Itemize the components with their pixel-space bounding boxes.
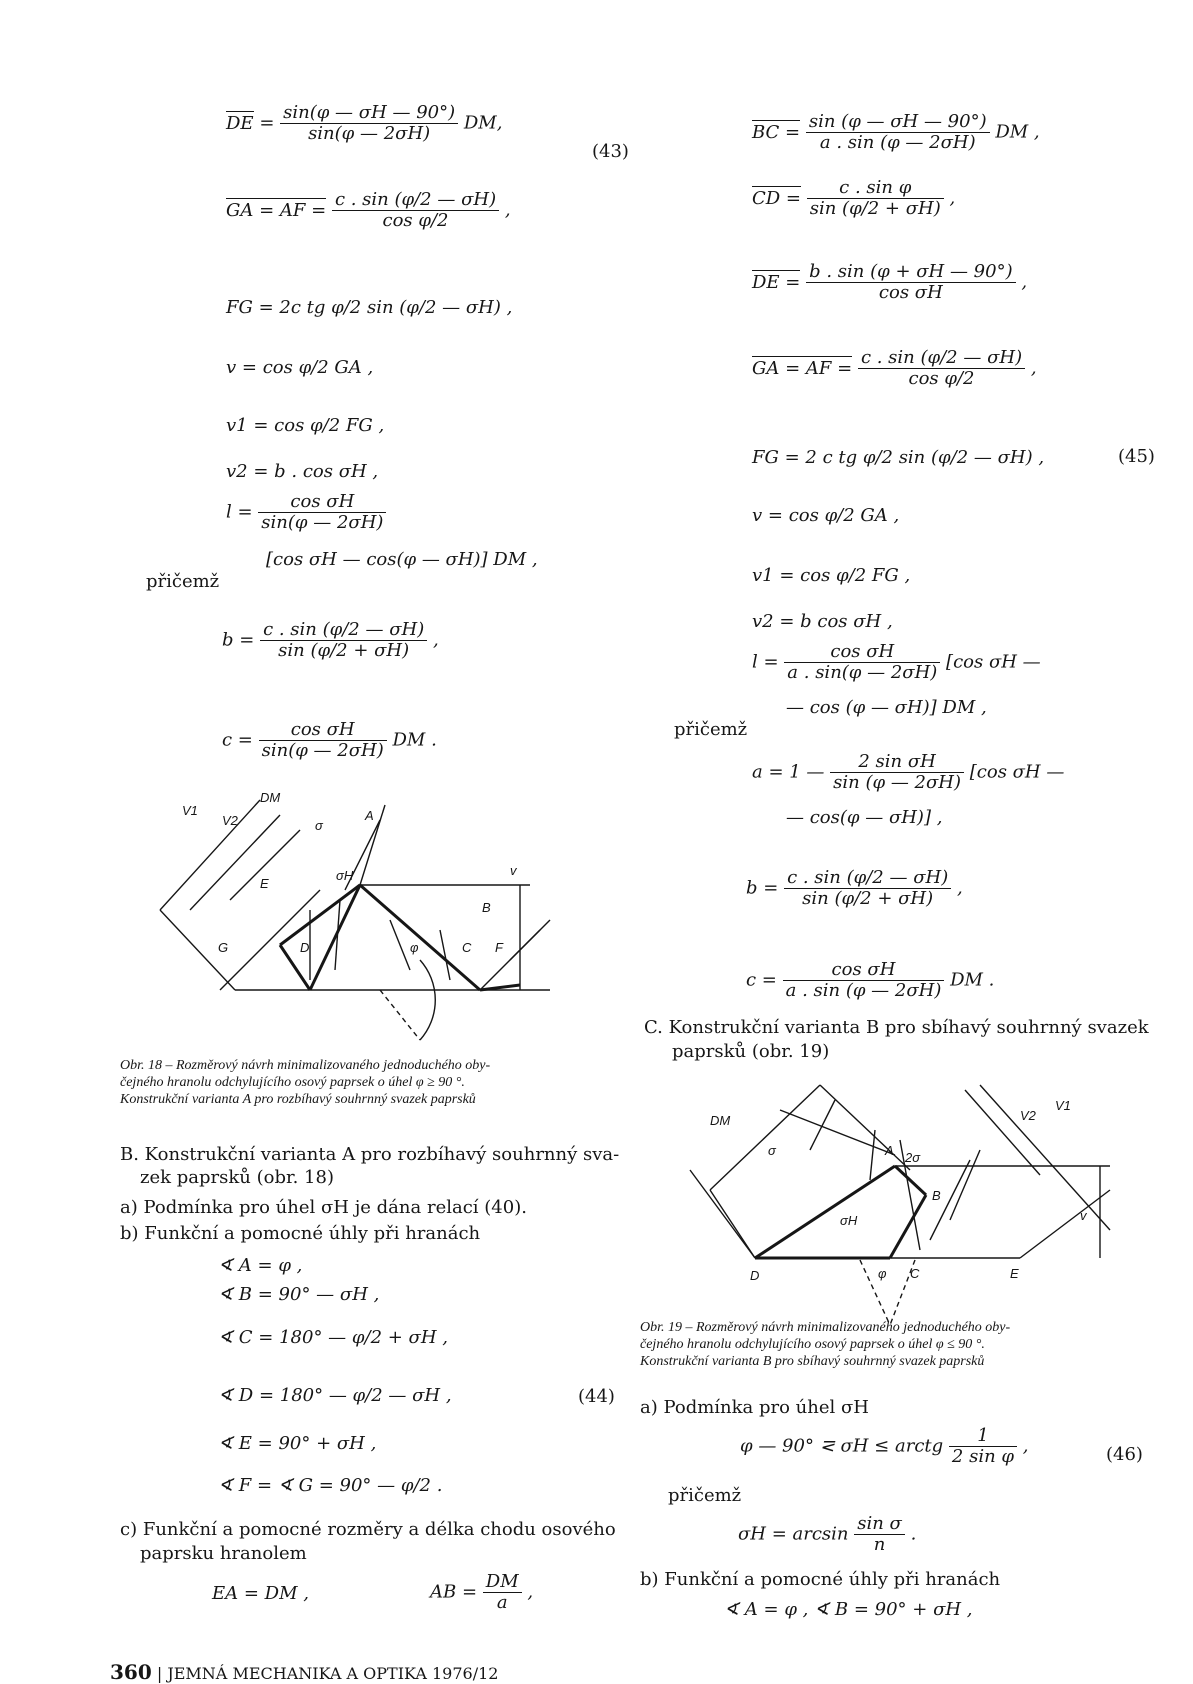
eq-v: v = cos φ/2 GA , <box>226 357 374 378</box>
eq-GA-lhs: GA = AF = <box>226 199 327 221</box>
eq-c-right-tail: DM . <box>950 969 995 991</box>
sectionC-b: b) Funkční a pomocné úhly při hranách <box>640 1569 1001 1590</box>
eq-l-right <box>752 642 1041 683</box>
eq-b-left-den: sin (φ/2 + σH) <box>278 640 410 661</box>
eq-b-right-den: sin (φ/2 + σH) <box>802 888 934 909</box>
eq-c-left-tail: DM . <box>392 729 437 751</box>
pricemz-left: přičemž <box>146 571 220 592</box>
eq-l-right-tail: [cos σH — <box>946 651 1041 673</box>
eq44-number: (44) <box>578 1386 615 1407</box>
eq-l-right-den: a . sin(φ — 2σH) <box>787 662 938 683</box>
eq-AB-lhs: AB = <box>430 1581 478 1603</box>
fig18-label-e: E <box>260 876 269 891</box>
eq-sigmaH <box>738 1514 916 1555</box>
fig19-label-c: C <box>910 1266 920 1281</box>
eq-GA-right-den: cos φ/2 <box>908 368 975 389</box>
eq-DE-right <box>752 262 1027 303</box>
angle-B: ∢ B = 90° — σH , <box>218 1284 380 1305</box>
eq-b-right-num: c . sin (φ/2 — σH) <box>784 868 951 889</box>
eq-DE-right-lhs: DE = <box>752 271 801 293</box>
eq-DE-num: sin(φ — σH — 90°) <box>280 103 458 124</box>
sectionB-c-2: paprsku hranolem <box>140 1543 307 1564</box>
eq-l-num: cos σH <box>258 492 386 513</box>
eq-CD-num: c . sin φ <box>807 178 944 199</box>
eq-a-right-lhs: a = 1 — <box>752 761 825 783</box>
fig18-label-a: A <box>365 808 374 823</box>
footer: 360 | JEMNÁ MECHANIKA A OPTIKA 1976/12 <box>110 1660 499 1684</box>
fig18-label-c: C <box>462 940 472 955</box>
fig19-caption-2: čejného hranolu odchylujícího osový paprsek o úhel φ ≤ 90 °. <box>640 1337 985 1352</box>
eq-BC-num: sin (φ — σH — 90°) <box>806 112 990 133</box>
eq-v-right: v = cos φ/2 GA , <box>752 505 900 526</box>
fig18-label-v: v <box>510 863 517 878</box>
eq-l-right-lhs: l = <box>752 651 779 673</box>
eq-CD <box>752 178 955 219</box>
angle-F: ∢ F = ∢ G = 90° — φ/2 . <box>218 1475 443 1496</box>
eq-AB-den: a <box>496 1592 508 1613</box>
fig19-label-e: E <box>1010 1266 1019 1281</box>
fig19-label-phi: φ <box>878 1266 887 1281</box>
eq-GA-right-lhs: GA = AF = <box>752 357 853 379</box>
eq-v1: v1 = cos φ/2 FG , <box>226 415 385 436</box>
eq-l-lhs: l = <box>226 501 253 523</box>
angle-E: ∢ E = 90° + σH , <box>218 1433 377 1454</box>
eq-c-right-num: cos σH <box>783 960 945 981</box>
fig19-label-sigma: σ <box>768 1143 776 1158</box>
fig19-label-dm: DM <box>710 1113 731 1128</box>
eq-v2: v2 = b . cos σH , <box>226 461 379 482</box>
eq-BC <box>752 112 1040 153</box>
eq46-num: 1 <box>949 1426 1017 1447</box>
eq-BC-den: a . sin (φ — 2σH) <box>819 132 976 153</box>
fig18-label-v1: V1 <box>182 803 198 818</box>
eq-BC-lhs: BC = <box>752 121 801 143</box>
eq-c-left-den: sin(φ — 2σH) <box>261 740 384 761</box>
fig19-label-v1: V1 <box>1055 1098 1071 1113</box>
eq-sigmaH-den: n <box>873 1534 886 1555</box>
fig18-caption-2: čejného hranolu odchylujícího osový paprsek o úhel φ ≥ 90 °. <box>120 1075 465 1090</box>
eq-v2-right: v2 = b cos σH , <box>752 611 893 632</box>
fig19-label-sigma-h: σH <box>840 1213 858 1228</box>
eq-DE-right-tail: , <box>1021 271 1028 293</box>
fig18-caption-1: Obr. 18 – Rozměrový návrh minimalizovaného jednoduchého oby- <box>120 1058 491 1073</box>
eq-l-right-cont: — cos (φ — σH)] DM , <box>786 697 987 718</box>
eq-v1-right: v1 = cos φ/2 FG , <box>752 565 911 586</box>
eq-DE: DE = $\frac{\sin(\varphi — \sigma H — 90^\circ)}{\sin(\varphi — 2\sigma H)}$ DM, <box>226 102 503 144</box>
eq-GA-tail: , <box>504 199 511 221</box>
eq-CD-tail: , <box>949 187 956 209</box>
eq-c-right-lhs: c = <box>746 969 777 991</box>
fig19-label-a: A <box>885 1143 894 1158</box>
eq-CD-den: sin (φ/2 + σH) <box>809 198 941 219</box>
sectionB-a: a) Podmínka pro úhel σH je dána relací (40). <box>120 1197 527 1218</box>
sectionB-heading-1: B. Konstrukční varianta A pro rozbíhavý souhrnný sva- <box>120 1144 620 1165</box>
fig18-label-v2: V2 <box>222 813 238 828</box>
eq-l-right-num: cos σH <box>784 642 940 663</box>
eq-DE-lhs: DE <box>226 112 254 134</box>
eq-a-right-num: 2 sin σH <box>830 752 964 773</box>
eq-GA-right-num: c . sin (φ/2 — σH) <box>858 348 1025 369</box>
fig19-label-2s: 2σ <box>905 1150 921 1165</box>
eq-c-left-lhs: c = <box>222 729 253 751</box>
eq45-number: (45) <box>1118 446 1155 467</box>
sectionB-c-1: c) Funkční a pomocné rozměry a délka chodu osového <box>120 1519 616 1540</box>
eq-b-right-tail: , <box>956 877 963 899</box>
sectionC-a: a) Podmínka pro úhel σH <box>640 1397 869 1418</box>
eq-l-den: sin(φ — 2σH) <box>261 512 384 533</box>
sectionB-b: b) Funkční a pomocné úhly při hranách <box>120 1223 481 1244</box>
eq-FG: FG = 2c tg φ/2 sin (φ/2 — σH) , <box>226 297 513 318</box>
eq-DE-den: sin(φ — 2σH) <box>308 123 431 144</box>
eq-DE-right-num: b . sin (φ + σH — 90°) <box>806 262 1016 283</box>
fig18-label-dm: DM <box>260 790 281 805</box>
eq-AB-tail: , <box>527 1581 534 1603</box>
page-number: 360 <box>110 1660 152 1684</box>
eq46-number: (46) <box>1106 1444 1143 1465</box>
eq-GA-right <box>752 348 1037 389</box>
eq-sigmaH-num: sin σ <box>854 1514 905 1535</box>
journal-name: JEMNÁ MECHANIKA A OPTIKA 1976/12 <box>167 1664 499 1683</box>
eq-DE-right-den: cos σH <box>878 282 943 303</box>
fig19-caption-1: Obr. 19 – Rozměrový návrh minimalizovaného jednoduchého oby- <box>640 1320 1011 1335</box>
eq43-number: (43) <box>592 141 629 162</box>
angle-C: ∢ C = 180° — φ/2 + σH , <box>218 1327 448 1348</box>
sectionC-b-angles: ∢ A = φ , ∢ B = 90° + σH , <box>724 1599 973 1620</box>
eq-b-left-lhs: b = <box>222 629 255 651</box>
eq-BC-tail: DM , <box>995 121 1040 143</box>
eq-b-right-lhs: b = <box>746 877 779 899</box>
eq-c-right-den: a . sin (φ — 2σH) <box>785 980 942 1001</box>
fig19-label-v: v <box>1080 1208 1087 1223</box>
eq-GA-den: cos φ/2 <box>382 210 449 231</box>
eq-a-right-den: sin (φ — 2σH) <box>833 772 962 793</box>
figure-18 <box>150 790 590 1050</box>
eq46-den: 2 sin φ <box>951 1446 1014 1467</box>
eq-AB-num: DM <box>483 1572 522 1593</box>
eq-GA-right-tail: , <box>1030 357 1037 379</box>
pricemz-right-2: přičemž <box>668 1485 742 1506</box>
eq46-tail: , <box>1022 1435 1029 1457</box>
eq46 <box>740 1426 1028 1467</box>
eq-GA-num: c . sin (φ/2 — σH) <box>332 190 499 211</box>
eq-a-right <box>752 752 1064 793</box>
fig18-label-phi: φ <box>410 940 419 955</box>
eq-DE-tail: DM, <box>463 112 503 134</box>
fig18-caption-3: Konstrukční varianta A pro rozbíhavý souhrnný svazek paprsků <box>120 1092 476 1107</box>
fig18-label-sigma: σ <box>315 818 323 833</box>
fig19-caption-3: Konstrukční varianta B pro sbíhavý souhrnný svazek paprsků <box>640 1354 985 1369</box>
eq-FG-right: FG = 2 c tg φ/2 sin (φ/2 — σH) , <box>752 447 1045 468</box>
fig18-label-f: F <box>495 940 503 955</box>
eq-c-left <box>222 720 437 761</box>
sectionC-heading-1: C. Konstrukční varianta B pro sbíhavý souhrnný svazek <box>644 1017 1149 1038</box>
fig18-label-sigma-h: σH <box>336 868 354 883</box>
fig19-label-d: D <box>750 1268 760 1283</box>
sectionC-heading-2: paprsků (obr. 19) <box>672 1041 830 1062</box>
sectionB-heading-2: zek paprsků (obr. 18) <box>140 1167 334 1188</box>
eq-EA: EA = DM , <box>212 1583 309 1604</box>
eq-b-left <box>222 620 439 661</box>
eq-a-right-cont: — cos(φ — σH)] , <box>786 807 943 828</box>
fig19-label-b: B <box>932 1188 941 1203</box>
eq-GA <box>226 190 511 231</box>
angle-D: ∢ D = 180° — φ/2 — σH , <box>218 1385 452 1406</box>
eq-a-right-tail: [cos σH — <box>969 761 1065 783</box>
angle-A: ∢ A = φ , <box>218 1255 303 1276</box>
eq-l-cont: [cos σH — cos(φ — σH)] DM , <box>266 549 538 570</box>
fig18-label-d: D <box>300 940 310 955</box>
eq-b-right <box>746 868 963 909</box>
pricemz-right: přičemž <box>674 719 748 740</box>
fig18-label-g: G <box>218 940 229 955</box>
eq-b-left-num: c . sin (φ/2 — σH) <box>260 620 427 641</box>
figure-19 <box>680 1080 1140 1330</box>
eq-b-left-tail: , <box>432 629 439 651</box>
eq-c-left-num: cos σH <box>259 720 387 741</box>
eq-sigmaH-lhs: σH = arcsin <box>738 1523 849 1545</box>
fig19-label-v2: V2 <box>1020 1108 1036 1123</box>
eq-l <box>226 492 386 533</box>
eq46-lhs: φ — 90° ⋜ σH ≤ arctg <box>740 1435 944 1457</box>
eq-AB <box>430 1572 533 1613</box>
fig18-label-b: B <box>482 900 491 915</box>
eq-c-right <box>746 960 994 1001</box>
eq-CD-lhs: CD = <box>752 187 802 209</box>
eq-sigmaH-tail: . <box>910 1523 917 1545</box>
